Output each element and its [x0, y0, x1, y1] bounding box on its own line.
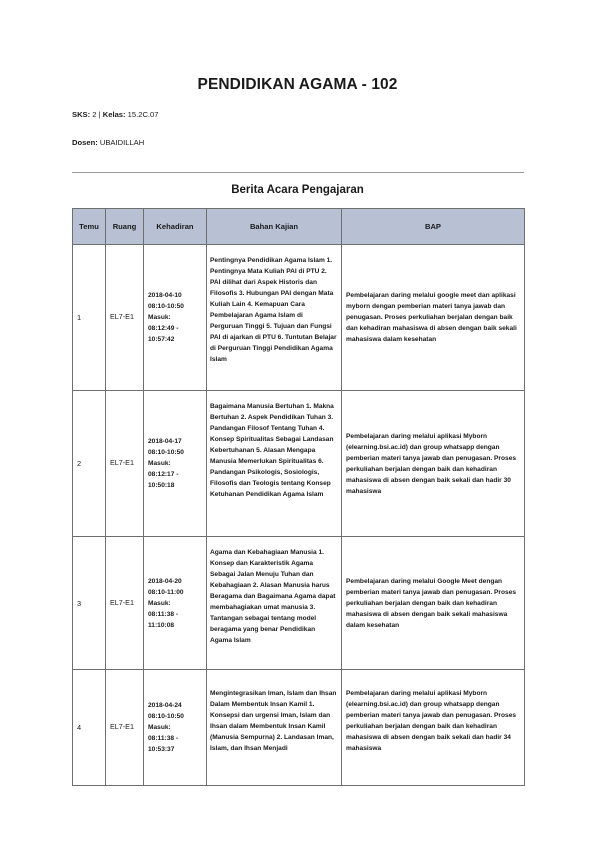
meta-separator: | [98, 110, 101, 119]
table-row [73, 537, 525, 670]
cell-kehadiran [144, 391, 207, 537]
kehadiran-date: 2018-04-17 [148, 438, 182, 445]
kehadiran-slot: 08:10-10:50 [148, 713, 184, 720]
bap-text: Pembelajaran daring melalui aplikasi Myborn (elearning.bsi.ac.id) dan group whatsapp dengan pemberian materi tanya jawab dan penugasan. Proses perkuliahan berjalan dengan baik dan kehadiran mahasiswa di absen dengan baik sekali dan hadir 34 mahasiswa [346, 690, 517, 752]
table-row [73, 391, 525, 537]
kehadiran-label: Masuk: [148, 460, 171, 467]
bahan-text: Pentingnya Pendidikan Agama Islam 1. Pentingnya Mata Kuliah PAI di PTU 2. PAI dilihat dari Aspek Historis dan Filosofis 3. Hubungan PAI dengan Mata Kuliah Lain 4. Kemapuan Cara Pembelajaran Agama Islam di Perguruan Tinggi 5. Tujuan dan Fungsi PAI di ajarkan di PTU 6. Tuntutan Belajar di Perguruan Tinggi Pendidikan Agama Islam [210, 257, 337, 363]
kehadiran-date: 2018-04-24 [148, 702, 182, 709]
col-header-ruang: Ruang [106, 209, 144, 245]
cell-temu: 4 [73, 670, 106, 786]
dosen-value: UBAIDILLAH [99, 138, 145, 147]
kehadiran-label: Masuk: [148, 724, 171, 731]
cell-bap [342, 670, 525, 786]
cell-kehadiran [144, 245, 207, 391]
kehadiran-end: 11:10:08 [148, 621, 175, 629]
kehadiran-slot: 08:10-10:50 [148, 303, 184, 310]
sks-label: SKS: [72, 110, 91, 119]
cell-bahan-kajian [207, 245, 342, 391]
kehadiran-start: 08:12:17 - [148, 471, 179, 478]
kehadiran-start: 08:12:49 - [148, 325, 179, 332]
kelas-value: 15.2C.07 [127, 110, 159, 119]
col-header-bahan-kajian: Bahan Kajian [207, 209, 342, 245]
kehadiran-date: 2018-04-10 [148, 292, 182, 299]
kehadiran-slot: 08:10-11:00 [148, 588, 184, 596]
kehadiran-end: 10:53:37 [148, 746, 175, 753]
kehadiran-end: 10:50:18 [148, 482, 175, 489]
cell-bap: Pembelajaran daring melalui aplikasi Myborn (elearning.bsi.ac.id) dan group whatsapp dengan pemberian materi tanya jawab dan penugasan. Proses perkuliahan berjalan dengan baik dan kehadiran mahasiswa di absen dengan baik sekali dan hadir 30 mahasiswa [342, 391, 525, 537]
kehadiran-date: 2018-04-20 [148, 577, 182, 585]
col-header-kehadiran: Kehadiran [144, 209, 207, 245]
col-header-bap: BAP [342, 209, 525, 245]
dosen-label: Dosen: [72, 138, 98, 147]
cell-ruang: EL7-E1 [106, 537, 144, 670]
cell-temu: 3 [73, 537, 106, 670]
bahan-text: Agama dan Kebahagiaan Manusia 1. Konsep dan Karakteristik Agama Sebagai Jalan Menuju Tuhan dan Kebahagiaan 2. Alasan Manusia harus Beragama dan Bagaimana Agama dapat membahagiakan umat manusia 3. Tantangan sebagai tentang model beragama yang benar Pendidikan Agama Islam [210, 549, 336, 644]
table-row [73, 245, 525, 391]
cell-bahan-kajian [207, 670, 342, 786]
cell-kehadiran [144, 537, 207, 670]
course-meta [72, 110, 159, 119]
kehadiran-label: Masuk: [148, 599, 171, 607]
col-header-temu: Temu [73, 209, 106, 245]
cell-kehadiran [144, 670, 207, 786]
bahan-text: Mengintegrasikan Iman, Islam dan Ihsan Dalam Membentuk Insan Kamil 1. Konsepsi dan urgensi Iman, Islam dan Ihsan dalam Membentuk Insan Kamil (Manusia Sempurna) 2. Landasan Iman, Islam, dan Ihsan Menjadi [210, 690, 337, 752]
bahan-text: Bagaimana Manusia Bertuhan 1. Makna Bertuhan 2. Aspek Pendidikan Tuhan 3. Pandangan Filosof Tentang Tuhan 4. Konsep Spiritualitas Sebagai Landasan Kebertuhanan 5. Alasan Mengapa Manusia Memerlukan Spiritualitas 6. Pandangan Psikologis, Sosiologis, Filosofis dan Teologis tentang Konsep Ketuhanan Pendidikan Agama Islam [210, 403, 334, 498]
lecturer-row [72, 138, 144, 147]
cell-temu: 2 [73, 391, 106, 537]
kehadiran-end: 10:57:42 [148, 336, 175, 343]
section-title: Berita Acara Pengajaran [231, 184, 364, 196]
divider [72, 172, 524, 173]
cell-bap: Pembelajaran daring melalui google meet dan aplikasi myborn dengan pemberian materi tanya jawab dan penugasan. Proses perkuliahan berjalan dengan baik dan kehadiran mahasiswa di absen dengan baik sekali mahasiswa dalam kesehatan [342, 245, 525, 391]
kehadiran-start: 08:11:38 - [148, 735, 179, 742]
cell-bahan-kajian [207, 391, 342, 537]
kehadiran-start: 08:11:38 - [148, 610, 179, 618]
table-row [73, 670, 525, 786]
cell-bap: Pembelajaran daring melalui Google Meet dengan pemberian materi tanya jawab dan penugasan. Proses perkuliahan berjalan dengan baik dan kehadiran mahasiswa di absen dengan baik sekali mahasiswa dalam kesehatan [342, 537, 525, 670]
sks-value: 2 [92, 110, 97, 119]
kehadiran-label: Masuk: [148, 314, 171, 321]
cell-ruang: EL7-E1 [106, 391, 144, 537]
cell-ruang: EL7-E1 [106, 245, 144, 391]
cell-ruang: EL7-E1 [106, 670, 144, 786]
table-header-row [73, 209, 525, 245]
cell-bahan-kajian [207, 537, 342, 670]
kelas-label: Kelas: [102, 110, 126, 119]
course-title: PENDIDIKAN AGAMA - 102 [197, 76, 398, 93]
bap-table [72, 208, 525, 786]
kehadiran-slot: 08:10-10:50 [148, 449, 184, 456]
cell-temu: 1 [73, 245, 106, 391]
